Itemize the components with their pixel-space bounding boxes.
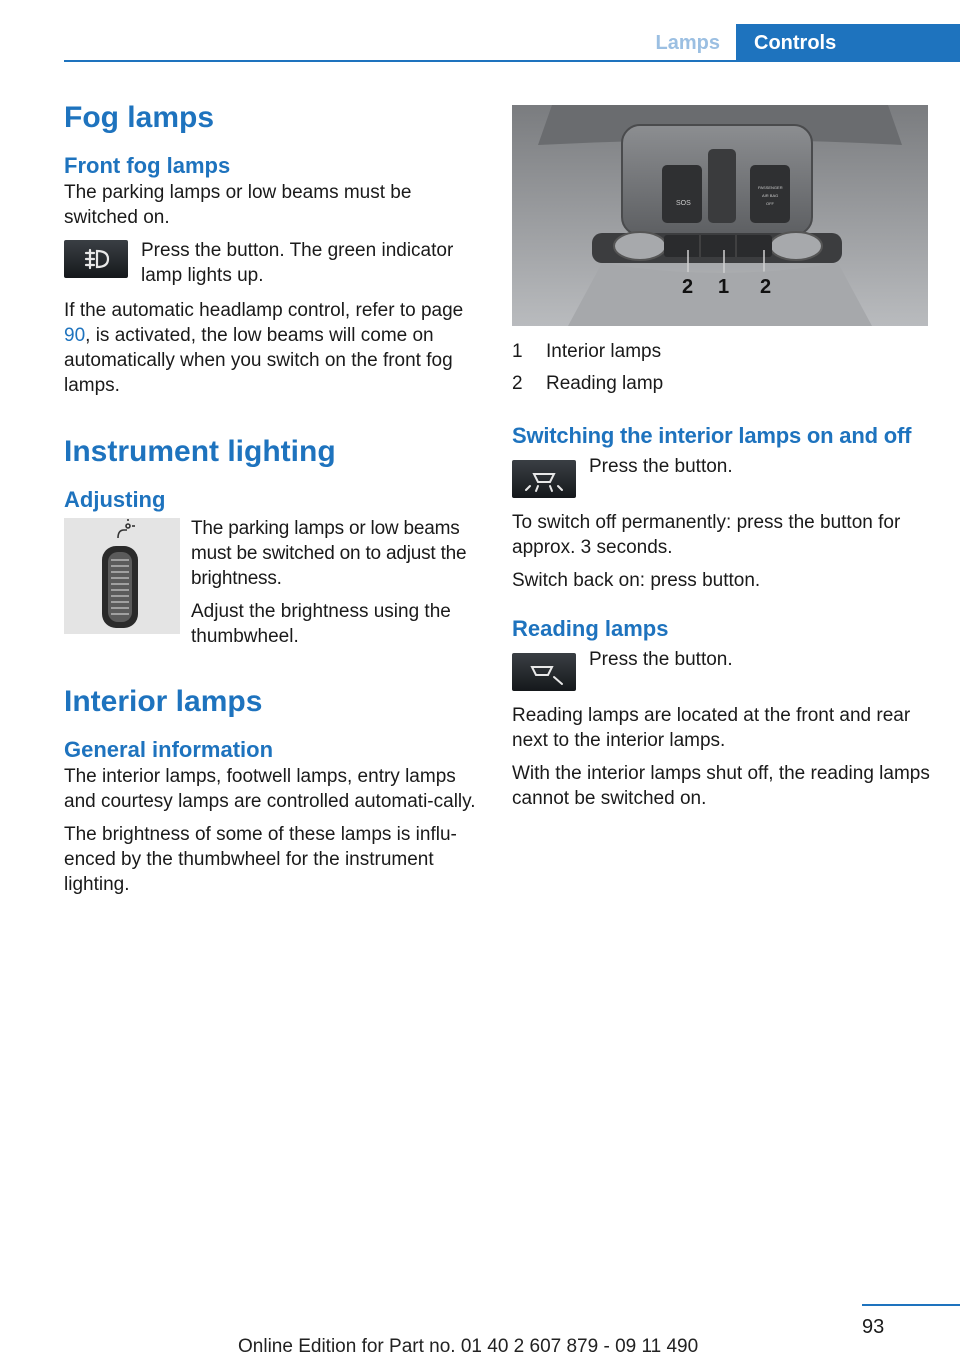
adjusting-heading: Adjusting [64, 487, 166, 512]
interior-lamps-heading: Interior lamps [64, 685, 263, 718]
photo-label-1: 1 [718, 276, 730, 298]
page-number: 93 [862, 1316, 885, 1338]
instrument-lighting-heading: Instrument lighting [64, 435, 336, 468]
legend-label: Interior lamps [546, 341, 662, 362]
thumbwheel-image [64, 518, 180, 634]
svg-text:AIR BAG: AIR BAG [762, 193, 779, 198]
front-fog-lamps-heading: Front fog lamps [64, 153, 231, 178]
thumbwheel-row [64, 516, 482, 666]
photo-label-2-right: 2 [760, 276, 772, 298]
legend-number: 1 [512, 341, 523, 362]
switching-paragraph-1: To switch off permanently: press the button for approx. 3 seconds. [512, 512, 901, 558]
svg-text:OFF: OFF [766, 201, 774, 206]
reading-button-instruction: Press the button. [589, 649, 733, 670]
legend-label: Reading lamp [546, 373, 664, 394]
fog-lamp-button-icon [64, 240, 128, 278]
fog-button-row [64, 238, 482, 294]
fog-button-instruction: Press the button. The green indicator lamp lights up. [141, 240, 454, 286]
footer-rule [862, 1304, 960, 1306]
reading-paragraph-2: With the interior lamps shut off, the reading lamps cannot be switched on. [512, 763, 930, 809]
switching-paragraph-2: Switch back on: press button. [512, 570, 761, 591]
fog-p2-start: If the automatic headlamp control, refer to page [64, 300, 464, 321]
general-information-heading: General information [64, 737, 274, 762]
fog-paragraph-2 [64, 298, 482, 398]
header-section-tab: Lamps [655, 32, 720, 54]
legend-number: 2 [512, 373, 523, 394]
instrument-text-1: The parking lamps or low beams must be switched on to adjust the brightness. [191, 518, 467, 589]
fog-lamps-heading: Fog lamps [64, 101, 215, 134]
reading-lamp-button-icon [512, 653, 576, 691]
instrument-text-2: Adjust the brightness using the thumbwheel. [191, 601, 451, 647]
photo-label-2-left: 2 [682, 276, 694, 298]
page-90-link[interactable]: 90 [64, 325, 86, 346]
reading-paragraph-1: Reading lamps are located at the front and rear next to the interior lamps. [512, 705, 911, 751]
sos-label: SOS [676, 200, 691, 207]
edition-footer: Online Edition for Part no. 01 40 2 607 879 - 09 11 490 [238, 1336, 699, 1357]
switching-heading: Switching the interior lamps on and off [512, 423, 912, 448]
interior-button-instruction: Press the button. [589, 456, 733, 477]
legend-item [512, 368, 932, 400]
header-rule [64, 60, 960, 62]
thumbwheel-text [191, 516, 483, 649]
right-column [512, 105, 932, 811]
svg-text:PASSENGER: PASSENGER [758, 185, 783, 190]
left-column [64, 100, 482, 897]
interior-paragraph-2: The brightness of some of these lamps is influ-enced by the thumbwheel for the instrument lighting. [64, 824, 457, 895]
fog-p2-end: , is activated, the low beams will come on automatically when you switch on the front fog lamps. [64, 325, 453, 396]
legend-item [512, 336, 932, 368]
interior-button-row [512, 454, 932, 502]
photo-legend [512, 336, 932, 400]
overhead-console-photo [512, 105, 928, 326]
reading-lamps-heading: Reading lamps [512, 616, 669, 641]
header-chapter-tab: Controls [736, 24, 960, 60]
fog-paragraph-1: The parking lamps or low beams must be switched on. [64, 182, 412, 228]
interior-lamp-button-icon [512, 460, 576, 498]
interior-paragraph-1: The interior lamps, footwell lamps, entry lamps and courtesy lamps are controlled automati-cally. [64, 766, 476, 812]
reading-button-row [512, 647, 932, 695]
